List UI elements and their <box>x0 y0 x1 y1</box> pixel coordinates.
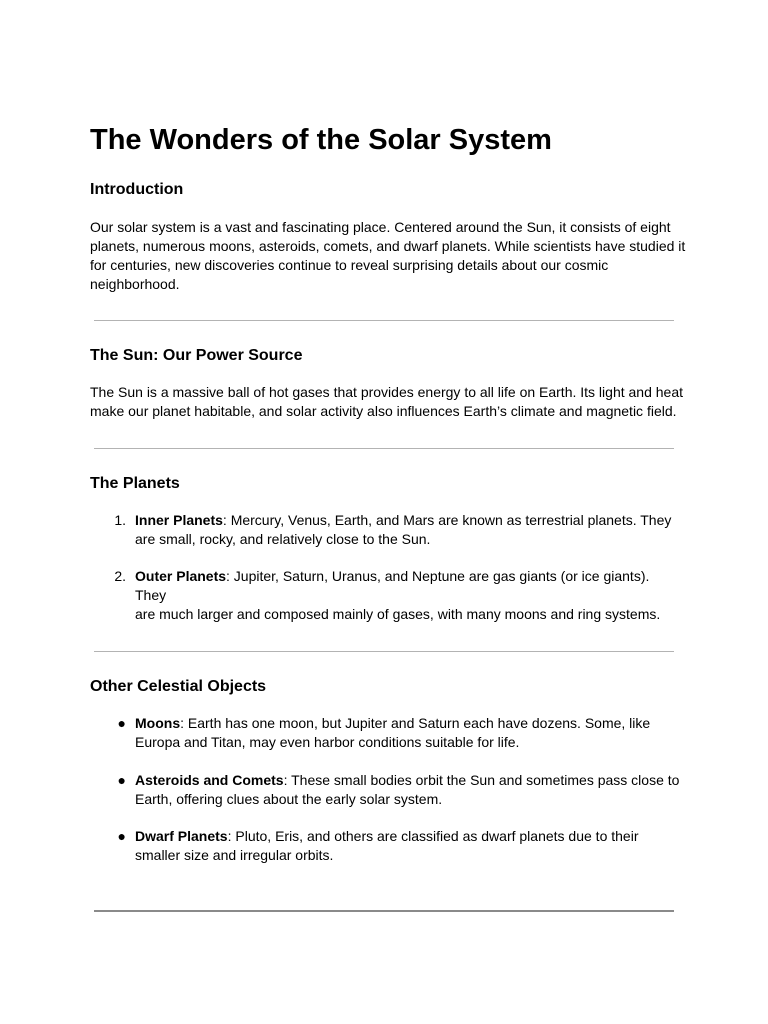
introduction-line: Our solar system is a vast and fascinating place. Centered around the Sun, it consists of eight <box>90 219 671 235</box>
introduction-heading: Introduction <box>90 181 184 198</box>
list-item-text <box>135 827 683 865</box>
section-divider <box>94 910 674 912</box>
list-item-line: : Earth has one moon, but Jupiter and Saturn each have dozens. Some, like <box>180 715 651 731</box>
introduction-line: for centuries, new discoveries continue to reveal surprising details about our cosmic <box>90 257 609 273</box>
list-item-text <box>135 567 683 624</box>
section-divider <box>94 320 674 321</box>
list-item-term: Inner Planets <box>135 512 223 528</box>
introduction-line: neighborhood. <box>90 276 180 292</box>
sun-line: The Sun is a massive ball of hot gases that provides energy to all life on Earth. Its light and heat <box>90 384 684 400</box>
list-item-line: : Mercury, Venus, Earth, and Mars are known as terrestrial planets. They <box>222 512 672 528</box>
list-item-line: are small, rocky, and relatively close to the Sun. <box>135 531 431 547</box>
list-item-term: Asteroids and Comets <box>135 772 284 788</box>
list-item-term: Outer Planets <box>135 568 227 584</box>
introduction-paragraph <box>90 218 690 294</box>
list-item-text <box>135 511 683 549</box>
bullet-icon: ● <box>117 772 126 788</box>
bullet-icon: ● <box>117 828 126 844</box>
list-number: 1. <box>114 512 126 528</box>
list-item-line: : Pluto, Eris, and others are classified as dwarf planets due to their <box>227 828 639 844</box>
list-item-text <box>135 714 683 752</box>
bullet-icon: ● <box>117 715 126 731</box>
section-divider <box>94 651 674 652</box>
list-item-line: : Jupiter, Saturn, Uranus, and Neptune are gas giants (or ice giants). They <box>135 568 650 603</box>
sun-paragraph <box>90 383 690 421</box>
introduction-line: planets, numerous moons, asteroids, comets, and dwarf planets. While scientists have studied it <box>90 238 686 254</box>
sun-heading: The Sun: Our Power Source <box>90 347 303 364</box>
list-number: 2. <box>114 568 126 584</box>
list-item-line: are much larger and composed mainly of gases, with many moons and ring systems. <box>135 606 661 622</box>
section-divider <box>94 448 674 449</box>
planets-heading: The Planets <box>90 475 180 492</box>
sun-line: make our planet habitable, and solar activity also influences Earth’s climate and magnetic field. <box>90 403 677 419</box>
list-item-line: smaller size and irregular orbits. <box>135 847 334 863</box>
other-objects-heading: Other Celestial Objects <box>90 678 267 695</box>
list-item-term: Moons <box>135 715 181 731</box>
page-title: The Wonders of the Solar System <box>90 124 552 156</box>
list-item-term: Dwarf Planets <box>135 828 228 844</box>
list-item-line: Earth, offering clues about the early solar system. <box>135 791 443 807</box>
list-item-line: : These small bodies orbit the Sun and sometimes pass close to <box>283 772 680 788</box>
list-item-line: Europa and Titan, may even harbor conditions suitable for life. <box>135 734 520 750</box>
list-item-text <box>135 771 683 809</box>
